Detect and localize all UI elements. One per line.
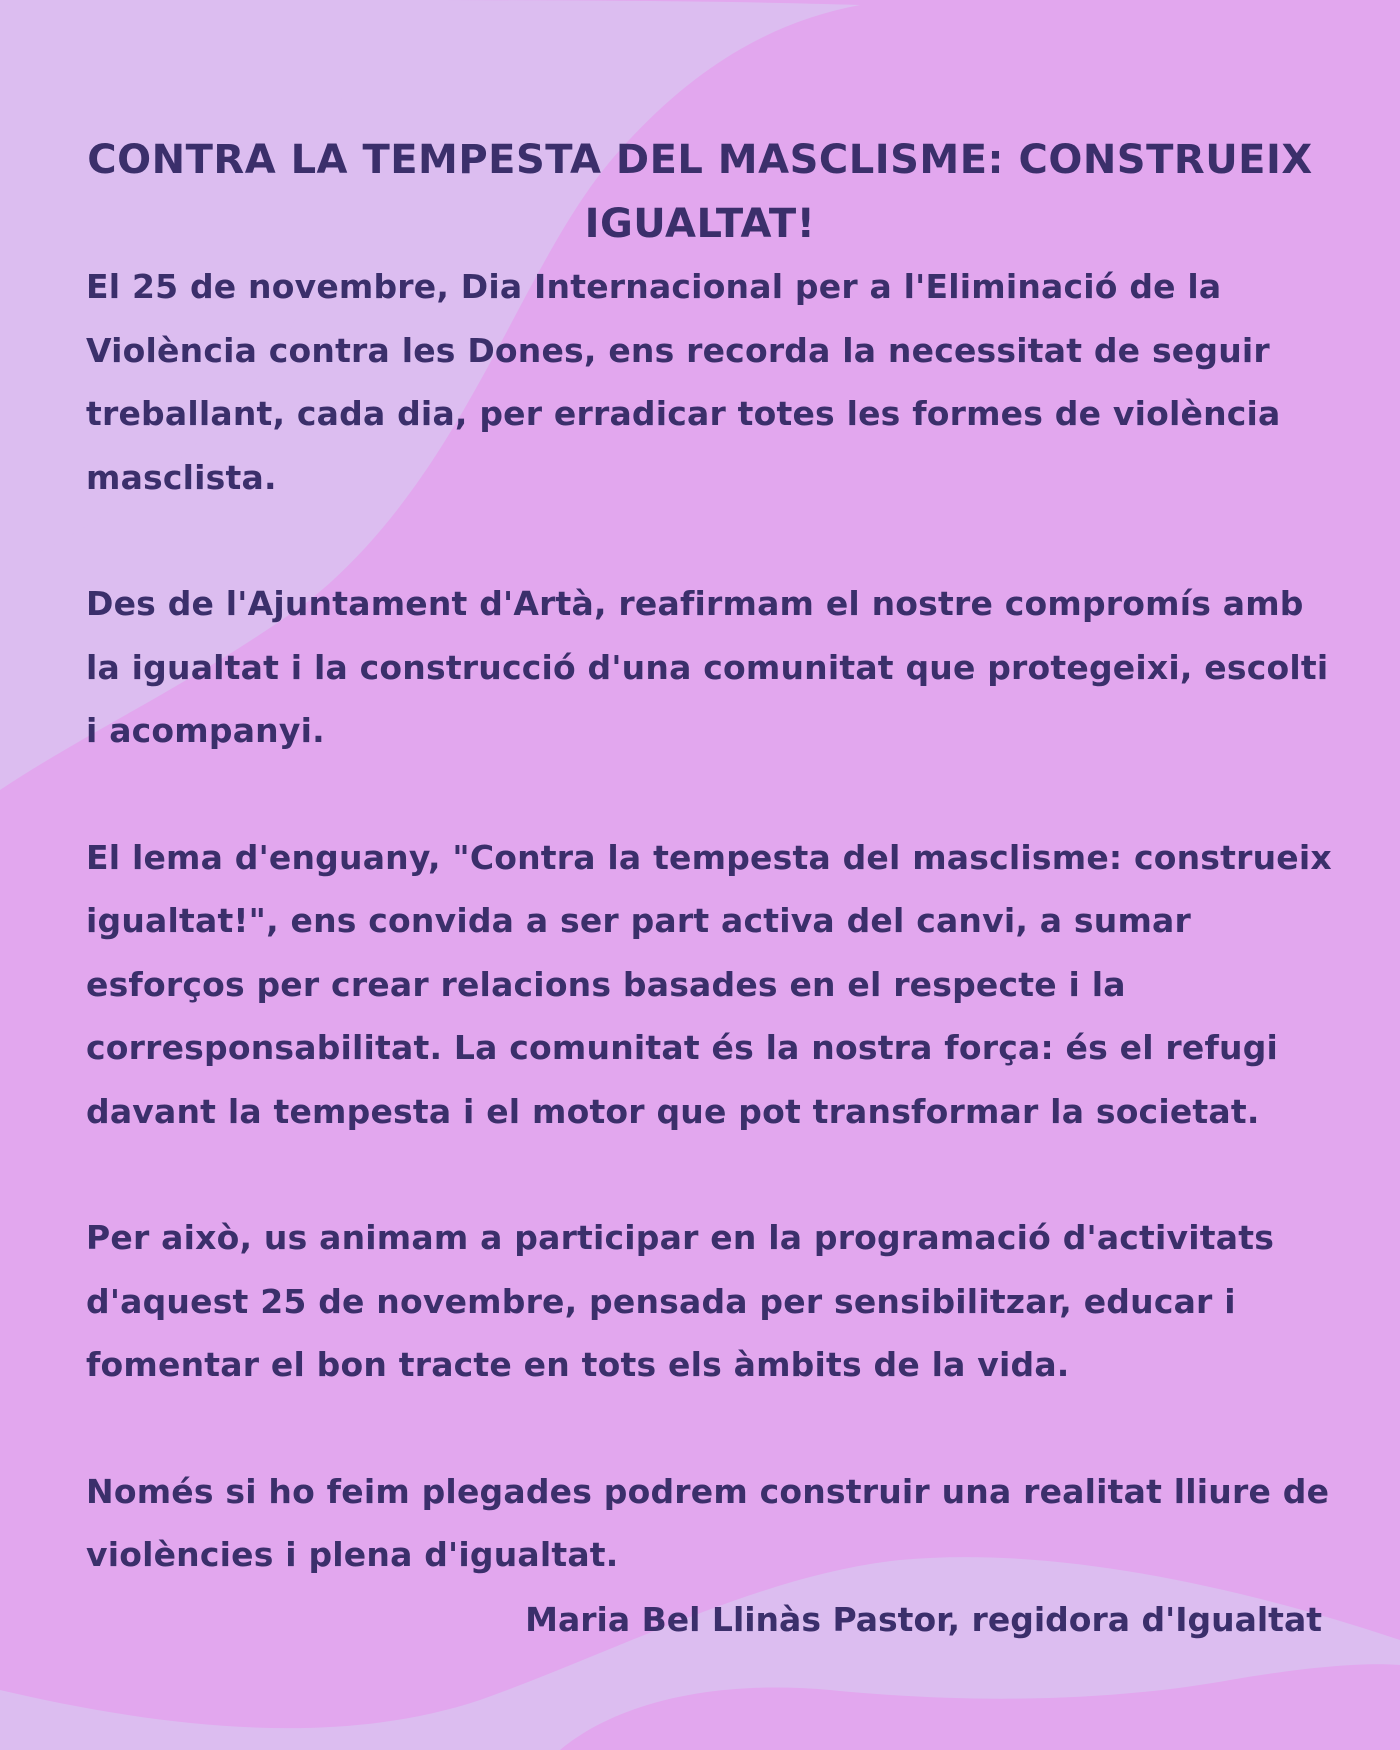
paragraph-commitment: Des de l'Ajuntament d'Artà, reafirmam el nostre compromís amb la igualtat i la construcció d'una comunitat que protegeixi, escolti i acompanyi. <box>86 584 1329 750</box>
message-body <box>86 255 1336 1650</box>
paragraph-intro: El 25 de novembre, Dia Internacional per a l'Eliminació de la Violència contra les Dones, ens recorda la necessitat de seguir treballant, cada dia, per erradicar totes les formes de violència masclista. <box>86 267 1281 497</box>
paragraph-invitation: Per això, us animam a participar en la programació d'activitats d'aquest 25 de novembre, pensada per sensibilitzar, educar i fomentar el bon tracte en tots els àmbits de la vida. <box>86 1218 1275 1384</box>
paragraph-closing: Només si ho feim plegades podrem construir una realitat lliure de violències i plena d'igualtat. <box>86 1471 1330 1574</box>
signature: Maria Bel Llinàs Pastor, regidora d'Igualtat <box>525 1600 1322 1639</box>
page-title: CONTRA LA TEMPESTA DEL MASCLISME: CONSTRUEIX IGUALTAT! <box>87 137 1313 247</box>
paragraph-slogan: El lema d'enguany, "Contra la tempesta del masclisme: construeix igualtat!", ens convida a ser part activa del canvi, a sumar esforços per crear relacions basades en el respecte i la corresponsabilitat. La comunitat és la nostra força: és el refugi davant la tempesta i el motor que pot transformar la societat. <box>86 837 1332 1131</box>
